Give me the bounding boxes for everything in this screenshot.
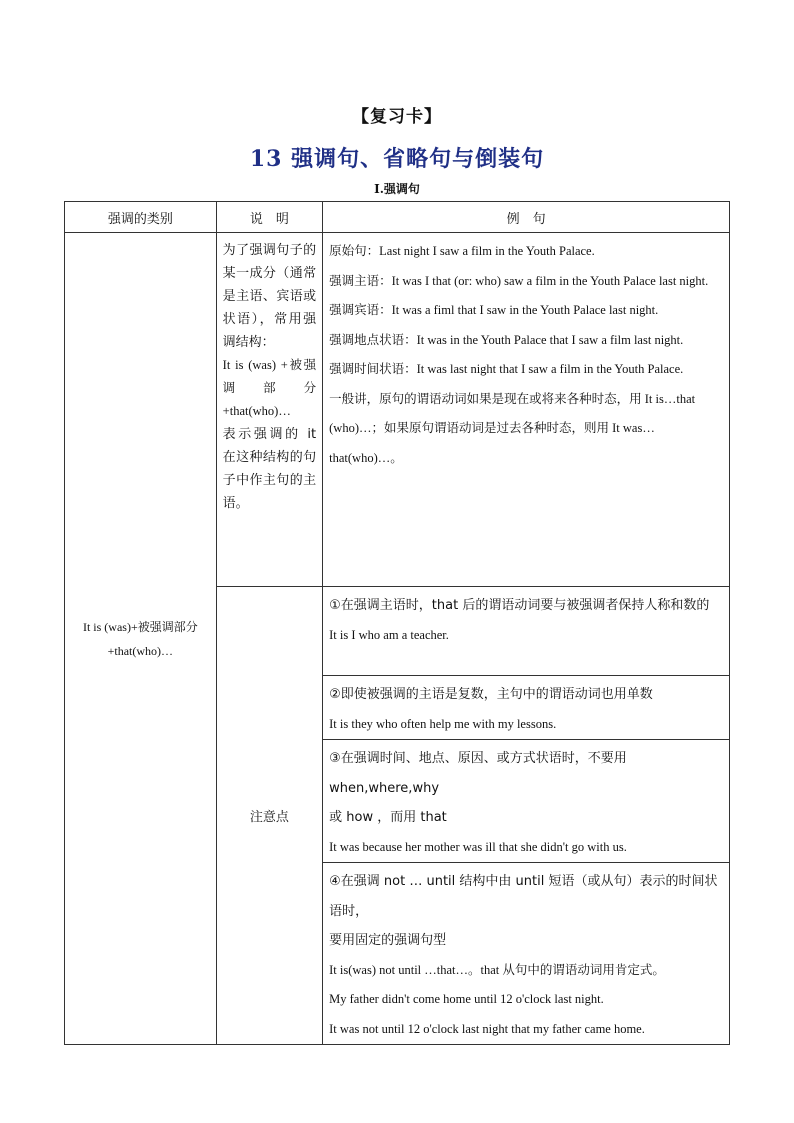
note-text: ③在强调时间、地点、原因、或方式状语时，不要用 when,where,why bbox=[329, 751, 627, 796]
note-text: ④在强调 not … until 结构中由 until 短语（或从句）表示的时间状语时， bbox=[329, 874, 718, 919]
note-example: It was not until 12 o'clock last night that my father came home. bbox=[329, 1021, 645, 1036]
note-example: It is I who am a teacher. bbox=[329, 627, 449, 642]
page-title: 13 强调句、省略句与倒装句 bbox=[249, 146, 545, 172]
notes-label-cell: 注意点 bbox=[216, 587, 322, 1045]
note-example: It was because her mother was ill that she didn't go with us. bbox=[329, 839, 627, 854]
note-text: ①在强调主语时，that 后的谓语动词要与被强调者保持人称和数的 bbox=[329, 598, 710, 613]
explanation-line: 为了强调句子的某一成分（通常是主语、宾语或状语），常用强调结构： bbox=[222, 243, 317, 350]
note-example: My father didn't come home until 12 o'clock last night. bbox=[329, 992, 604, 1006]
category-cell: It is (was)+被强调部分+that(who)… bbox=[65, 233, 217, 1045]
note-example: It is they who often help me with my lessons. bbox=[329, 716, 557, 731]
examples-cell bbox=[323, 233, 730, 587]
header-explanation: 说 明 bbox=[216, 202, 322, 233]
note-cell bbox=[323, 676, 730, 740]
example-line: 强调地点状语：It was in the Youth Palace that I saw a film last night. bbox=[329, 332, 684, 347]
example-line: 强调主语：It was I that (or: who) saw a film in the Youth Palace last night. bbox=[329, 273, 709, 288]
explanation-structure: It is (was) +被强调部分+that(who)… bbox=[222, 358, 317, 418]
example-line: 强调时间状语：It was last night that I saw a film in the Youth Palace. bbox=[329, 362, 684, 376]
header-category: 强调的类别 bbox=[65, 202, 217, 233]
table-row bbox=[65, 233, 730, 587]
grammar-table bbox=[64, 201, 730, 1045]
note-text: ②即使被强调的主语是复数，主句中的谓语动词也用单数 bbox=[329, 687, 653, 702]
note-text: 或 how ，而用 that bbox=[329, 810, 447, 825]
note-cell bbox=[323, 587, 730, 676]
explanation-line: 表示强调的 it 在这种结构的句子中作主句的主语。 bbox=[222, 427, 317, 511]
example-line: 原始句：Last night I saw a film in the Youth Palace. bbox=[329, 244, 595, 258]
note-example: It is(was) not until …that…。that 从句中的谓语动词用肯定式。 bbox=[329, 962, 665, 977]
explanation-cell bbox=[216, 233, 322, 587]
table-header-row bbox=[65, 202, 730, 233]
review-card-label: 【复习卡】 bbox=[352, 107, 442, 127]
example-line: 强调宾语：It was a fiml that I saw in the Youth Palace last night. bbox=[329, 303, 659, 317]
note-cell bbox=[323, 863, 730, 1045]
section-heading: I.强调句 bbox=[374, 182, 420, 196]
note-cell bbox=[323, 740, 730, 863]
note-text: 要用固定的强调句型 bbox=[329, 933, 447, 948]
example-line: 一般讲，原句的谓语动词如果是现在或将来各种时态，用 It is…that (who)…；如果原句谓语动词是过去各种时态，则用 It was… that(who)…。 bbox=[329, 391, 696, 465]
header-examples: 例 句 bbox=[323, 202, 730, 233]
